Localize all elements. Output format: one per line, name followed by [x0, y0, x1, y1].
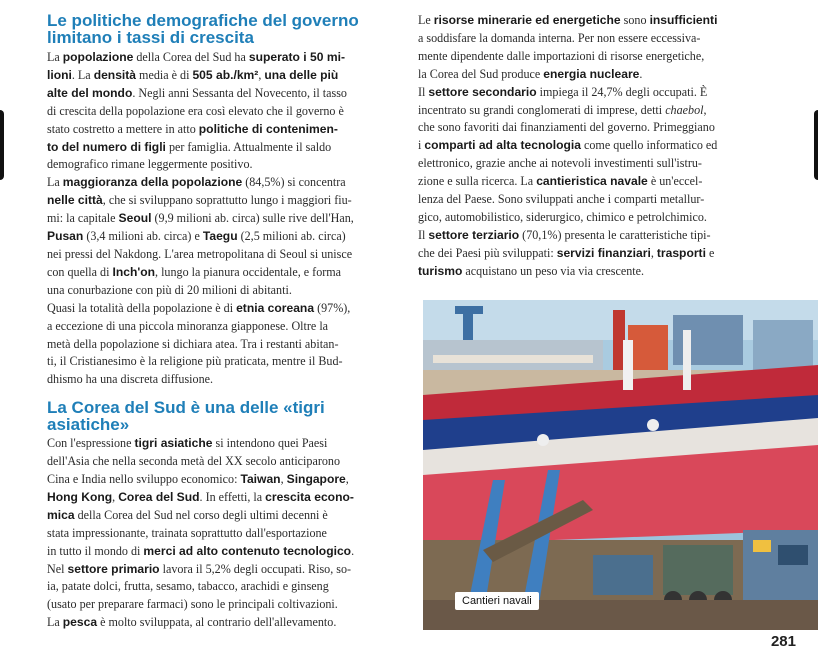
text-line — [47, 67, 406, 85]
text-line — [47, 525, 406, 543]
bold-term: alte del mondo — [47, 85, 133, 100]
bold-term: mica — [47, 507, 75, 522]
bold-term: densità — [93, 67, 137, 82]
bold-term: Taiwan — [240, 472, 281, 487]
text-line — [418, 173, 780, 191]
text-run: . — [351, 543, 355, 558]
bold-term: crescita econo- — [265, 489, 354, 504]
text-line — [47, 596, 406, 614]
text-run: . In effetti, la — [199, 489, 266, 504]
paragraph-secondary-sector — [418, 84, 780, 227]
text-line — [47, 453, 406, 471]
text-run: di crescita della popolazione era così elevato che il governo è — [47, 103, 344, 118]
text-line — [47, 371, 406, 389]
text-run: stata impressionante, trainata soprattutto dall'esportazione — [47, 525, 327, 540]
text-run: la Corea del Sud produce — [418, 66, 544, 81]
text-line — [418, 66, 780, 84]
text-line — [47, 228, 406, 246]
bold-term: Seoul — [118, 211, 152, 226]
heading-demographic-policies: Le politiche demografiche del governo limitano i tassi di crescita — [47, 11, 359, 47]
bold-term: pesca — [62, 615, 98, 630]
text-run: che sono favoriti dai finanziamenti del governo. Primeggiano — [418, 120, 715, 135]
text-run: lavora il 5,2% degli occupati. Riso, so- — [159, 561, 352, 576]
bold-term: etnia coreana — [236, 300, 315, 315]
text-run: gico, automobilistico, siderurgico, chimico e petrolchimico. — [418, 209, 707, 224]
paragraph-economy — [47, 435, 406, 632]
bold-term: lioni — [47, 67, 72, 82]
text-run: acquistano un peso via via crescente. — [462, 263, 645, 278]
text-run: incentrato su grandi conglomerati di imprese, detti — [418, 102, 666, 117]
text-line — [47, 336, 406, 354]
bold-term: maggioranza della popolazione — [62, 175, 243, 190]
text-run: Il — [418, 227, 429, 242]
text-line — [47, 507, 406, 525]
text-line — [47, 489, 406, 507]
text-run: , — [258, 67, 265, 82]
paragraph-ethnicity-religion — [47, 300, 406, 390]
text-run: una conurbazione con più di 20 milioni di abitanti. — [47, 282, 292, 297]
bold-term: nelle città — [47, 193, 103, 208]
text-run: è molto sviluppata, al contrario dell'allevamento. — [97, 615, 337, 630]
text-run: , — [650, 245, 657, 260]
text-run: . Negli anni Sessanta del Novecento, il tasso — [132, 85, 347, 100]
bold-term: Hong Kong — [47, 489, 113, 504]
heading-asian-tigers: La Corea del Sud è una delle «tigri asiatiche» — [47, 398, 325, 435]
text-run: per famiglia. Attualmente il saldo — [165, 139, 332, 154]
text-run: che dei Paesi più sviluppati: — [418, 245, 557, 260]
bold-term: tigri asiatiche — [134, 436, 213, 451]
bold-term: cantieristica navale — [536, 174, 648, 189]
text-run: in tutto il mondo di — [47, 543, 144, 558]
text-line — [47, 318, 406, 336]
text-run: a soddisfare la domanda interna. Per non essere eccessiva- — [418, 30, 701, 45]
bold-term: merci ad alto contenuto tecnologico — [143, 543, 352, 558]
text-run: (97%), — [314, 300, 351, 315]
text-line — [418, 263, 780, 281]
text-run: Con l'espressione — [47, 436, 135, 451]
bold-term: Singapore — [286, 472, 346, 487]
text-line — [47, 103, 406, 121]
text-run: mente dipendente dalle importazioni di risorse energetiche, — [418, 48, 705, 63]
text-line — [418, 245, 780, 263]
text-line — [47, 85, 406, 103]
text-run: Le — [418, 13, 434, 27]
text-line — [418, 48, 780, 66]
text-run: come quello informatico ed — [580, 138, 718, 153]
text-run: ti, il Cristianesimo è la religione più praticata, mentre il Bud- — [47, 354, 343, 369]
page-edge-shadow-right — [814, 110, 818, 180]
text-line — [418, 137, 780, 155]
bold-term: servizi finanziari — [556, 245, 651, 260]
bold-term: una delle più — [264, 67, 339, 82]
text-line — [418, 209, 780, 227]
text-run: . La — [71, 67, 94, 82]
bold-term: settore secondario — [428, 84, 537, 99]
bold-term: politiche di contenimen- — [198, 121, 338, 136]
text-run: , che si sviluppano soprattutto lungo i maggiori fiu- — [102, 193, 352, 208]
bold-term: trasporti — [656, 245, 706, 260]
text-run: (3,4 milioni ab. circa) e — [83, 229, 203, 244]
text-line — [47, 156, 406, 174]
text-run: La — [47, 615, 63, 630]
bold-term: turismo — [418, 263, 463, 278]
bold-term: risorse minerarie ed energetiche — [433, 13, 621, 27]
shipyard-photo — [423, 300, 818, 630]
text-run: elettronico, grazie anche ai notevoli investimenti sull'istru- — [418, 156, 702, 171]
text-line — [47, 192, 406, 210]
text-run: della Corea del Sud ha — [133, 50, 249, 64]
bold-term: comparti ad alta tecnologia — [424, 138, 581, 153]
text-line — [47, 471, 406, 489]
text-run: a eccezione di una piccola minoranza giapponese. Oltre la — [47, 318, 329, 333]
text-line — [47, 139, 406, 157]
bold-term: Inch'on — [112, 264, 156, 279]
text-run: , — [703, 102, 707, 117]
text-run: (2,5 milioni ab. circa) — [237, 229, 346, 244]
text-run: sono — [620, 13, 650, 27]
text-line — [47, 543, 406, 561]
text-run: Quasi la totalità della popolazione è di — [47, 300, 237, 315]
text-line — [418, 30, 780, 48]
text-run: ia, patate dolci, frutta, sesamo, tabacco, arachidi e ginseng — [47, 579, 329, 594]
bold-term: insufficienti — [649, 13, 718, 27]
text-run: Nel — [47, 561, 68, 576]
bold-term: to del numero di figli — [47, 139, 166, 154]
text-run: con quella di — [47, 264, 113, 279]
text-line — [418, 155, 780, 173]
text-run: , — [280, 472, 287, 487]
text-line — [47, 121, 406, 139]
text-run: , lungo la pianura occidentale, e forma — [155, 264, 342, 279]
text-run: metà della popolazione si dichiara atea. Tra i restanti abitan- — [47, 336, 339, 351]
bold-term: 505 ab./km² — [192, 67, 259, 82]
text-run: della Corea del Sud nel corso degli ultimi decenni è — [74, 507, 328, 522]
text-run: , — [112, 489, 119, 504]
text-line — [47, 282, 406, 300]
text-run: stato costretto a mettere in atto — [47, 121, 199, 136]
text-line — [418, 191, 780, 209]
paragraph-resources — [418, 12, 780, 84]
text-line — [47, 614, 406, 632]
text-run: impiega il 24,7% degli occupati. È — [536, 84, 708, 99]
text-line — [418, 102, 780, 120]
text-run: dell'Asia che nella seconda metà del XX secolo anticiparono — [47, 454, 340, 469]
text-line — [47, 578, 406, 596]
page-number: 281 — [770, 633, 796, 650]
shipyard-illustration — [423, 300, 818, 630]
text-line — [418, 12, 780, 30]
text-run: (9,9 milioni ab. circa) sulle rive dell'Han, — [151, 211, 354, 226]
text-line — [47, 264, 406, 282]
bold-term: popolazione — [62, 50, 134, 64]
text-line — [418, 84, 780, 102]
text-run: (84,5%) si concentra — [242, 175, 346, 190]
text-run: chaebol — [665, 102, 704, 117]
paragraph-population — [47, 49, 406, 174]
text-run: Cina e India nello sviluppo economico: — [47, 472, 241, 487]
text-run: è un'eccel- — [647, 174, 703, 189]
text-run: La — [47, 50, 63, 64]
text-run: demografico rimane leggermente positivo. — [47, 157, 253, 172]
bold-term: energia nucleare — [543, 66, 640, 81]
text-run: (usato per preparare farmaci) sono le principali coltivazioni. — [47, 597, 338, 612]
bold-term: settore primario — [67, 561, 160, 576]
text-line — [47, 435, 406, 453]
text-line — [47, 246, 406, 264]
text-run: i — [418, 138, 425, 153]
text-run: si intendono quei Paesi — [212, 436, 328, 451]
text-run: mi: la capitale — [47, 211, 119, 226]
text-line — [47, 210, 406, 228]
bold-term: Taegu — [202, 229, 238, 244]
text-run: , — [345, 472, 349, 487]
paragraph-cities — [47, 174, 406, 299]
paragraph-tertiary-sector — [418, 227, 780, 281]
text-run: lenza del Paese. Sono sviluppati anche i comparti metallur- — [418, 192, 705, 207]
photo-caption: Cantieri navali — [455, 592, 539, 610]
text-line — [47, 353, 406, 371]
text-run: (70,1%) presenta le caratteristiche tipi- — [519, 227, 711, 242]
bold-term: Pusan — [47, 229, 84, 244]
bold-term: settore terziario — [428, 227, 520, 242]
right-column — [418, 0, 780, 281]
text-run: . — [639, 66, 643, 81]
text-run: nei pressi del Nakdong. L'area metropolitana di Seoul si unisce — [47, 246, 353, 261]
text-run: media è di — [136, 67, 193, 82]
text-line — [47, 561, 406, 579]
text-line — [47, 300, 406, 318]
text-run: Il — [418, 84, 429, 99]
page-edge-shadow-left — [0, 110, 4, 180]
text-line — [418, 227, 780, 245]
text-run: e — [705, 245, 715, 260]
text-run: dhismo ha una discreta diffusione. — [47, 372, 214, 387]
text-line — [418, 119, 780, 137]
text-run: zione e sulla ricerca. La — [418, 174, 537, 189]
text-run: La — [47, 175, 63, 190]
left-column — [47, 0, 406, 632]
bold-term: Corea del Sud — [118, 489, 200, 504]
text-line — [47, 49, 406, 67]
text-line — [47, 174, 406, 192]
bold-term: superato i 50 mi- — [248, 50, 345, 64]
